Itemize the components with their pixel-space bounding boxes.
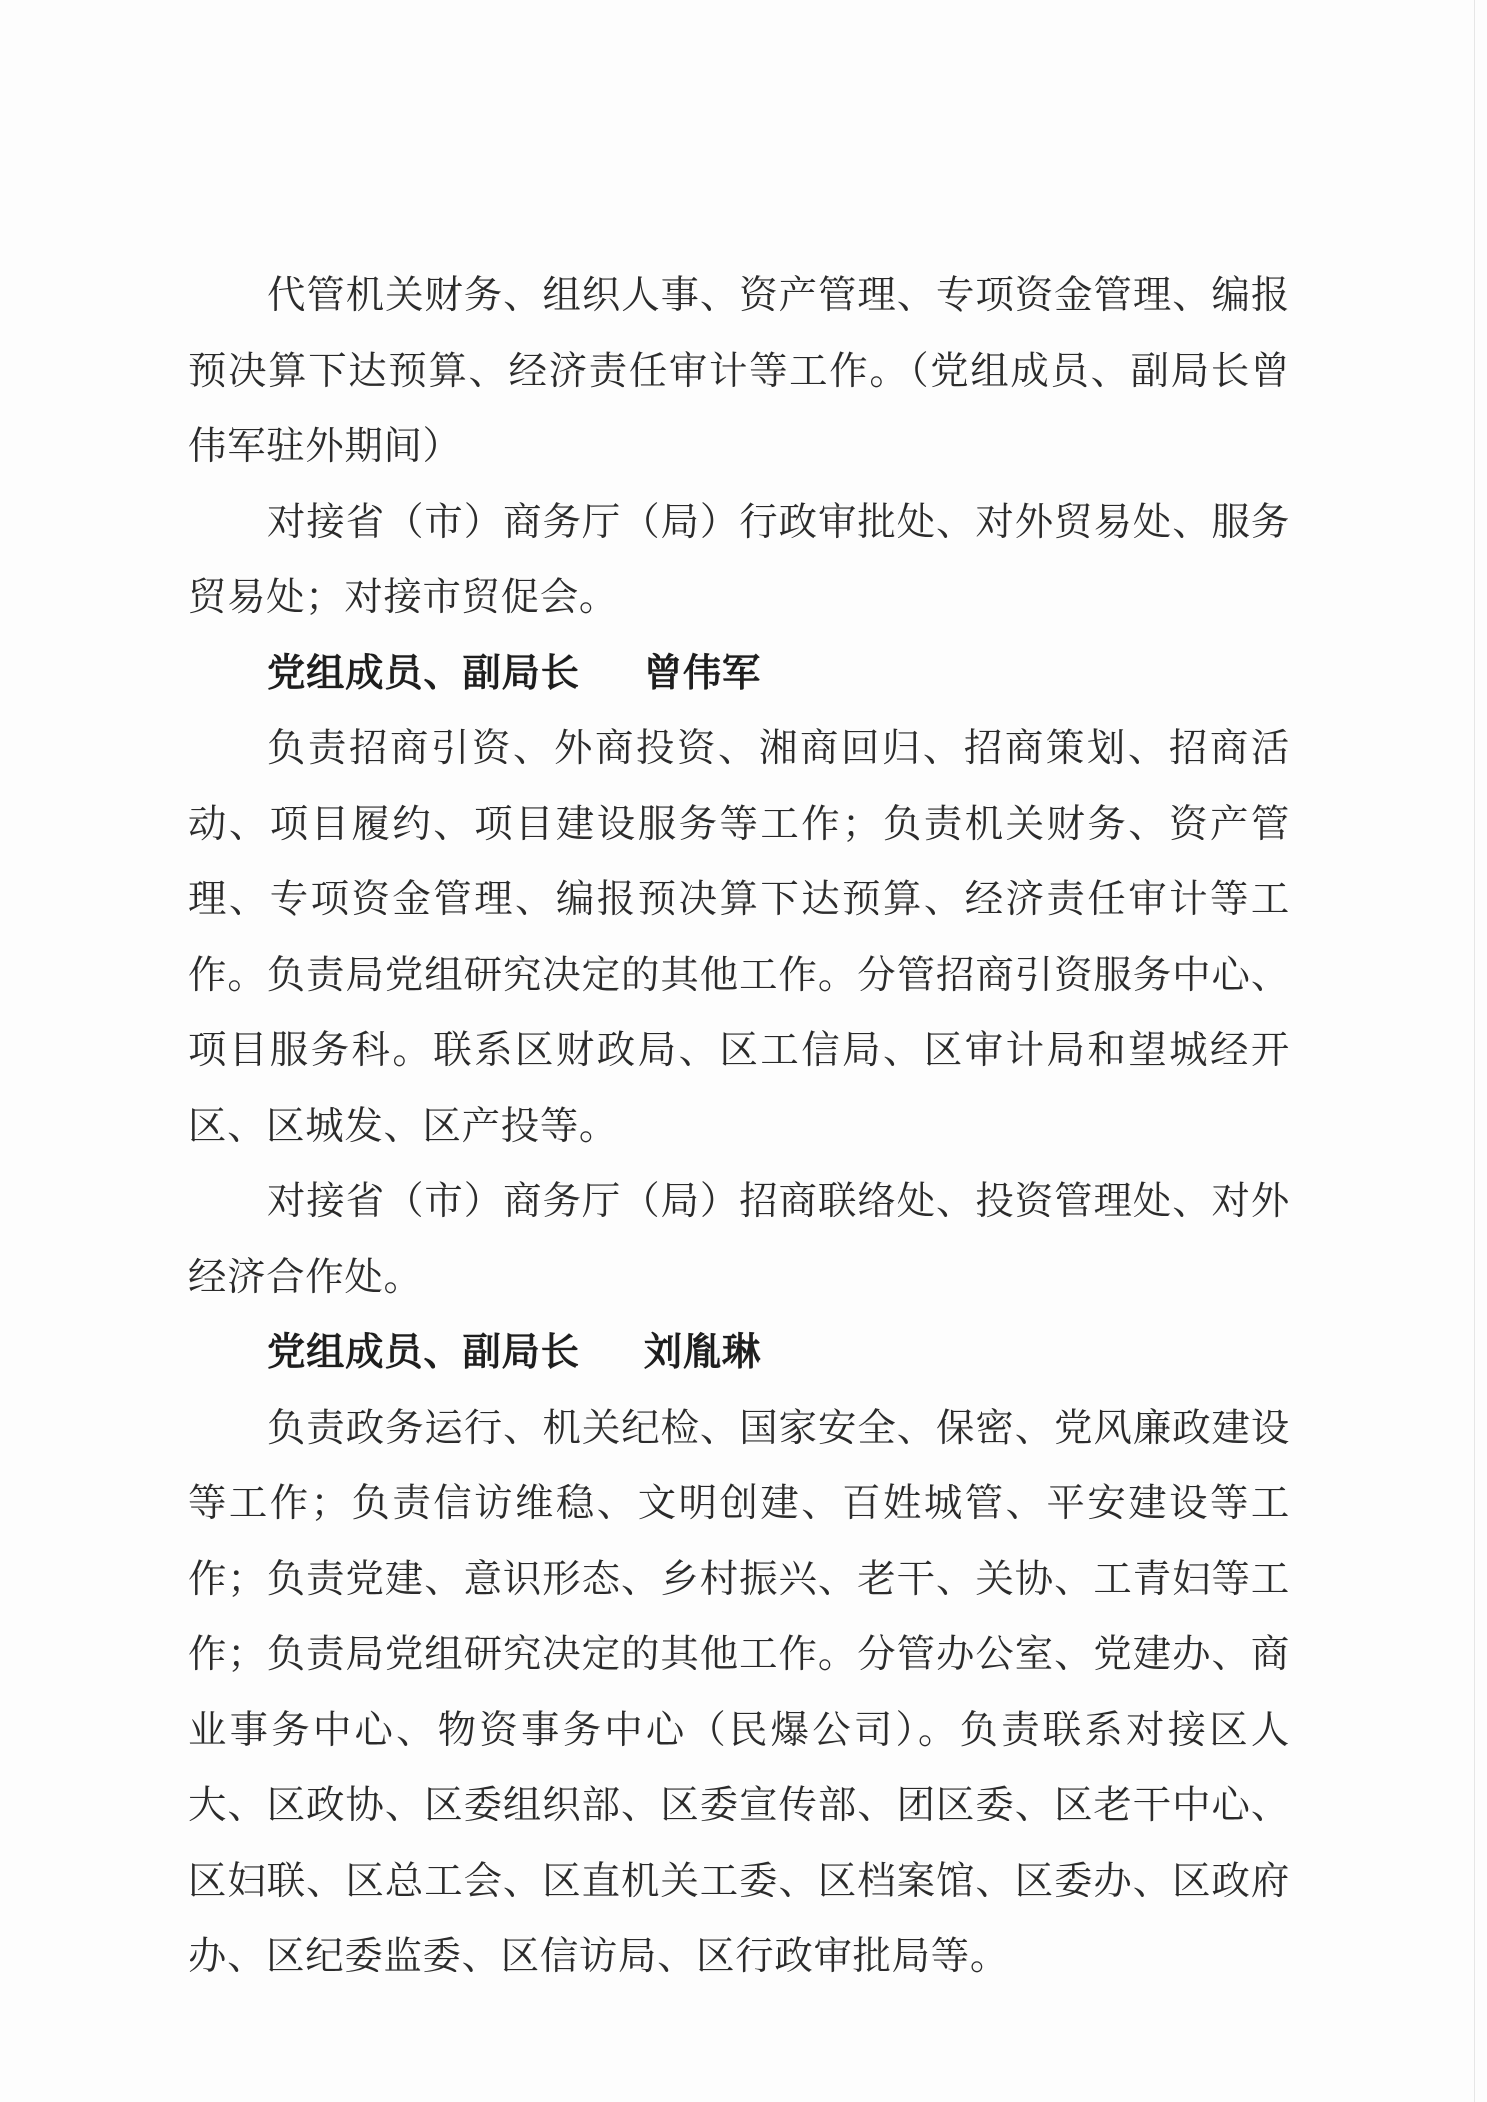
page-edge-line <box>1474 0 1475 2102</box>
paragraph-leader-zeng-liaison: 对接省（市）商务厅（局）招商联络处、投资管理处、对外经济合作处。 <box>188 1179 1290 1300</box>
document-body <box>188 258 1290 1995</box>
leader-title: 党组成员、副局长 <box>267 650 580 696</box>
paragraph-liaison-1: 对接省（市）商务厅（局）行政审批处、对外贸易处、服务贸易处；对接市贸促会。 <box>188 499 1290 620</box>
paragraph-leader-zeng-duties: 负责招商引资、外商投资、湘商回归、招商策划、招商活动、项目履约、项目建设服务等工作；负责机关财务、资产管理、专项资金管理、编报预决算下达预算、经济责任审计等工作。负责局党组研究决定的其他工作。分管招商引资服务中心、项目服务科。联系区财政局、区工信局、区审计局和望城经开区、区城发、区产投等。 <box>188 726 1290 1149</box>
paragraph-leader-liu-duties: 负责政务运行、机关纪检、国家安全、保密、党风廉政建设等工作；负责信访维稳、文明创建、百姓城管、平安建设等工作；负责党建、意识形态、乡村振兴、老干、关协、工青妇等工作；负责局党组研究决定的其他工作。分管办公室、党建办、商业事务中心、物资事务中心（民爆公司）。负责联系对接区人大、区政协、区委组织部、区委宣传部、团区委、区老干中心、区妇联、区总工会、区直机关工委、区档案馆、区委办、区政府办、区纪委监委、区信访局、区行政审批局等。 <box>188 1405 1290 1979</box>
leader-name: 刘胤琳 <box>643 1330 762 1375</box>
paragraph-continued-duties: 代管机关财务、组织人事、资产管理、专项资金管理、编报预决算下达预算、经济责任审计等工作。（党组成员、副局长曾伟军驻外期间） <box>188 273 1290 469</box>
leader-heading-zeng <box>188 636 1290 712</box>
leader-heading-liu <box>188 1315 1290 1391</box>
leader-name: 曾伟军 <box>643 650 762 696</box>
leader-title: 党组成员、副局长 <box>267 1330 580 1375</box>
